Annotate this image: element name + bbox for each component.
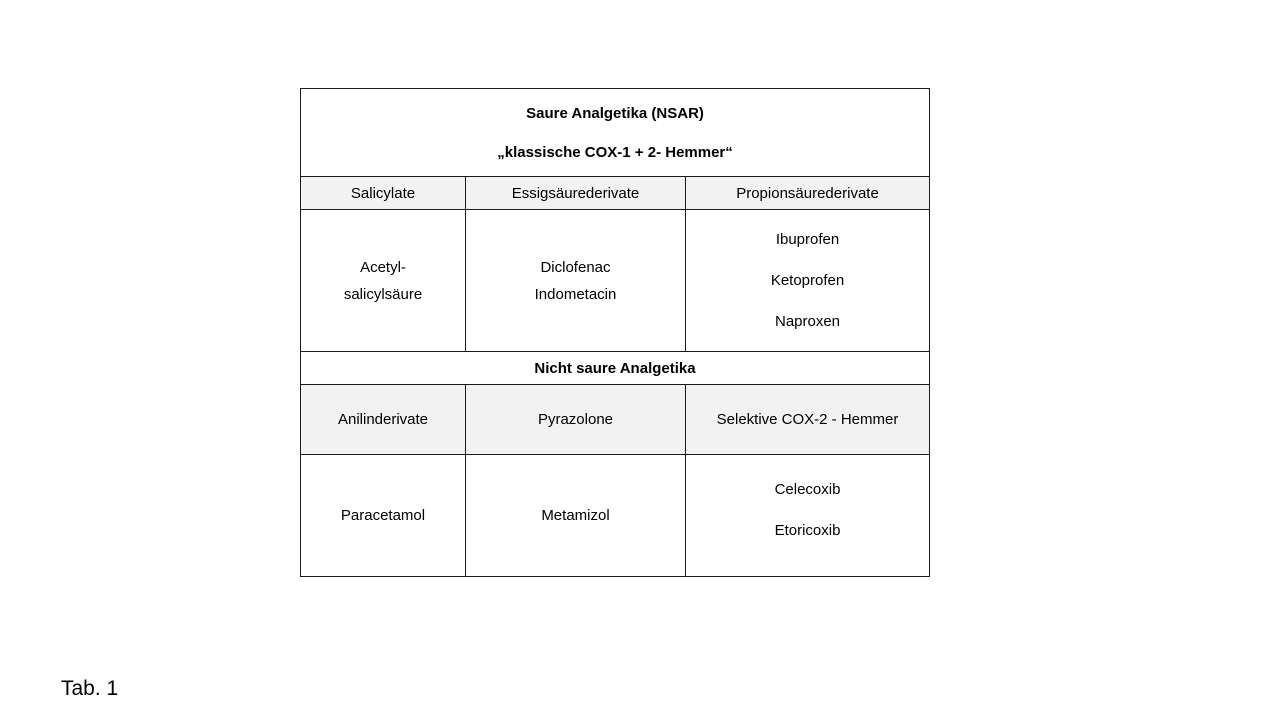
- propionic-acid-derivatives-cell: [686, 210, 930, 352]
- non-acidic-title: Nicht saure Analgetika: [301, 352, 930, 385]
- drug-celecoxib: Celecoxib: [774, 480, 841, 498]
- drug-ketoprofen: Ketoprofen: [770, 272, 845, 289]
- drug-ibuprofen: Ibuprofen: [775, 231, 840, 248]
- header-salicylates: Salicylate: [301, 177, 466, 210]
- table-caption: Tab. 1: [61, 677, 119, 700]
- drug-naproxen: Naproxen: [774, 313, 841, 330]
- acidic-title: Saure Analgetika (NSAR): [526, 104, 704, 122]
- acidic-drugs-row: [301, 210, 930, 352]
- drug-metamizol: Metamizol: [466, 455, 686, 577]
- header-cox2-inhibitors: Selektive COX-2 - Hemmer: [686, 385, 930, 455]
- acidic-title-row: [301, 89, 930, 177]
- salicylates-cell: [301, 210, 466, 352]
- drug-paracetamol: Paracetamol: [301, 455, 466, 577]
- drug-acetylsalicylic-line-2: salicylsäure: [343, 285, 423, 303]
- drug-indometacin: Indometacin: [534, 285, 617, 303]
- drug-etoricoxib: Etoricoxib: [774, 521, 841, 539]
- header-pyrazolones: Pyrazolone: [466, 385, 686, 455]
- acidic-header-row: [301, 177, 930, 210]
- header-acetic-acid-derivatives: Essigsäurederivate: [466, 177, 686, 210]
- analgesics-table: [300, 88, 930, 577]
- header-propionic-acid-derivatives: Propionsäurederivate: [686, 177, 930, 210]
- acidic-subtitle: „klassische COX-1 + 2- Hemmer“: [497, 143, 733, 161]
- non-acidic-drugs-row: [301, 455, 930, 577]
- acidic-title-cell: [301, 89, 930, 177]
- non-acidic-title-row: [301, 352, 930, 385]
- non-acidic-header-row: [301, 385, 930, 455]
- acetic-acid-derivatives-cell: [466, 210, 686, 352]
- drug-diclofenac: Diclofenac: [540, 258, 611, 276]
- drug-acetylsalicylic-line-1: Acetyl-: [360, 258, 406, 276]
- header-aniline-derivatives: Anilinderivate: [301, 385, 466, 455]
- cox2-inhibitors-cell: [686, 455, 930, 577]
